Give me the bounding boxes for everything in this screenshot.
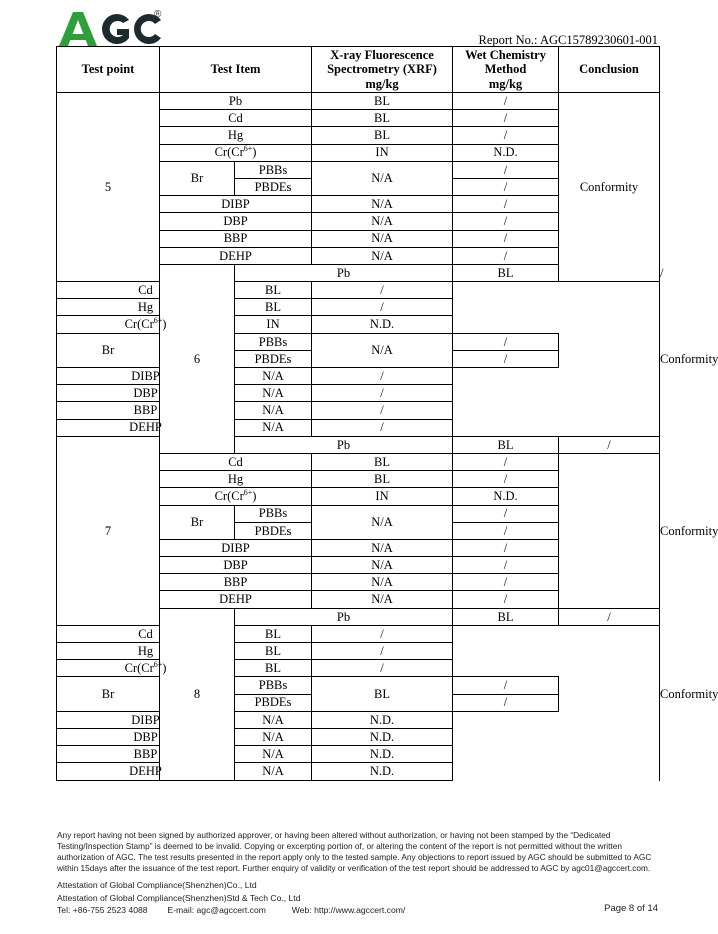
xrf-dibp: N/A [235,368,312,385]
item-pb: Pb [235,436,453,453]
header-xrf-unit: mg/kg [365,76,399,91]
wet-hg: / [312,643,453,660]
item-pbbs: PBBs [235,505,312,522]
item-br: Br [57,677,160,711]
xrf-dibp: N/A [312,539,453,556]
item-dibp: DIBP [57,711,235,728]
cr-sup: 6+ [243,144,253,154]
item-pbbs: PBBs [235,161,312,178]
wet-cr: N.D. [312,316,453,333]
item-dehp: DEHP [160,591,312,608]
wet-cd: / [453,110,559,127]
xrf-dbp: N/A [235,385,312,402]
wet-pbdes: / [453,694,559,711]
wet-dibp: N.D. [312,711,453,728]
wet-pbbs: / [453,505,559,522]
item-bbp: BBP [160,230,312,247]
disclaimer-text: Any report having not been signed by authorized approver, or having been altered without authorization, or having not been stamped by the “Dedicated Testing/Inspection Stamp” is deemed to be invalid. Copying or excerpting portion of, or altering the content of the report is not permitted without the written authorization of AGC. The test results presented in the report apply only to the tested sample. Any objections to report issued by AGC should be submitted to AGC within 15days after the issuance of the test report. Further enquiry of validity or verification of the test report should be addressed to AGC by agc01@agccert.com. [57,830,652,873]
table-row [57,282,660,299]
cr-label: Cr(Cr [214,489,244,504]
xrf-pb: BL [453,436,559,453]
header-xrf [312,47,453,93]
cr-label: Cr(Cr [124,317,154,332]
wet-cd: / [453,453,559,470]
xrf-pb: BL [312,93,453,110]
table-row [57,316,660,333]
table-row [57,746,660,763]
item-hg: Hg [160,127,312,144]
table-row [57,299,660,316]
item-cr [57,660,235,677]
item-dbp: DBP [57,728,235,745]
item-pbdes: PBDEs [235,522,312,539]
item-cd: Cd [160,110,312,127]
wet-dibp: / [453,196,559,213]
xrf-cd: BL [312,110,453,127]
item-cd: Cd [160,453,312,470]
table-row [57,333,660,350]
cr-label: Cr(Cr [124,661,154,676]
xrf-br: BL [312,677,453,711]
test-point-cell: 8 [160,608,235,780]
item-dibp: DIBP [160,196,312,213]
item-dehp: DEHP [160,247,312,264]
item-dibp: DIBP [57,368,235,385]
wet-dehp: / [453,591,559,608]
item-pbdes: PBDEs [235,178,312,195]
cr-sup: 6+ [153,316,163,326]
header-xrf-line1: X-ray Fluorescence [330,47,434,62]
item-pb: Pb [160,93,312,110]
xrf-hg: BL [312,127,453,144]
registered-mark: ® [154,9,162,20]
item-cd: Cd [57,282,235,299]
wet-bbp: / [453,574,559,591]
xrf-cr: BL [235,660,312,677]
cr-sup: 6+ [153,659,163,669]
footer-email: E-mail: agc@agccert.com [167,905,266,915]
wet-hg: / [453,471,559,488]
xrf-br: N/A [312,505,453,539]
agc-logo [57,8,167,48]
header-wet-line2: Method [484,62,527,77]
header-conclusion: Conclusion [559,47,660,93]
wet-dbp: N.D. [312,728,453,745]
xrf-dbp: N/A [235,728,312,745]
item-br: Br [160,161,235,195]
table-row [57,419,660,436]
footer-contact-row [57,904,660,917]
item-dbp: DBP [160,213,312,230]
item-dibp: DIBP [160,539,312,556]
wet-pb: / [559,608,660,625]
wet-dbp: / [312,385,453,402]
xrf-pb: BL [453,264,559,281]
wet-pbbs: / [453,161,559,178]
cr-close: ) [252,145,257,160]
item-pbbs: PBBs [235,333,312,350]
table-row [57,711,660,728]
conclusion-cell: Conformity [559,93,660,282]
table-header-row [57,47,660,93]
wet-dibp: / [312,368,453,385]
xrf-dehp: N/A [235,419,312,436]
footer [57,879,660,917]
wet-pb: / [559,436,660,453]
wet-bbp: / [453,230,559,247]
table-row: 8 Pb BL / Conformity [57,608,660,625]
wet-hg: / [453,127,559,144]
page-number: Page 8 of 14 [604,903,658,914]
item-pbbs: PBBs [235,677,312,694]
xrf-dibp: N/A [312,196,453,213]
footer-tel: Tel: +86-755 2523 4088 [57,905,148,915]
xrf-dehp: N/A [312,591,453,608]
item-hg: Hg [57,299,235,316]
wet-pbdes: / [453,522,559,539]
wet-dbp: / [453,557,559,574]
xrf-dehp: N/A [235,763,312,780]
item-hg: Hg [160,471,312,488]
xrf-dehp: N/A [312,247,453,264]
wet-dehp: N.D. [312,763,453,780]
item-pbdes: PBDEs [235,350,312,367]
footer-company-2: Attestation of Global Compliance(Shenzhen)Std & Tech Co., Ltd [57,892,301,903]
table-row [57,385,660,402]
wet-cr: / [312,660,453,677]
table-row: 6 Pb BL / Conformity [57,264,660,281]
wet-bbp: / [312,402,453,419]
header-wet-line1: Wet Chemistry [465,47,546,62]
xrf-br: N/A [312,333,453,367]
table-row [57,728,660,745]
xrf-bbp: N/A [312,574,453,591]
wet-hg: / [312,299,453,316]
item-bbp: BBP [57,746,235,763]
table-row [57,660,660,677]
xrf-cd: BL [235,625,312,642]
table-row [57,625,660,642]
xrf-dbp: N/A [312,557,453,574]
xrf-bbp: N/A [235,746,312,763]
header-test-point: Test point [57,47,160,93]
wet-dehp: / [312,419,453,436]
item-br: Br [160,505,235,539]
header-wet-unit: mg/kg [488,76,523,91]
wet-pbbs: / [453,677,559,694]
header-xrf-line2: Spectrometry (XRF) [327,62,437,77]
test-point-cell: 6 [160,264,235,453]
xrf-hg: BL [235,643,312,660]
footer-company-1: Attestation of Global Compliance(Shenzhen)Co., Ltd [57,880,257,890]
xrf-dbp: N/A [312,213,453,230]
item-bbp: BBP [57,402,235,419]
test-point-cell: 7 [57,436,160,625]
table-row: 7 Pb BL / Conformity [57,436,660,453]
item-cd: Cd [57,625,235,642]
wet-cd: / [312,625,453,642]
wet-cr: N.D. [453,488,559,505]
item-dbp: DBP [57,385,235,402]
results-table [56,46,718,781]
header-test-item: Test Item [160,47,312,93]
xrf-bbp: N/A [235,402,312,419]
xrf-pb: BL [453,608,559,625]
table-row [57,643,660,660]
item-hg: Hg [57,643,235,660]
wet-pbdes: / [453,350,559,367]
xrf-cd: BL [312,453,453,470]
wet-dibp: / [453,539,559,556]
xrf-cr: IN [235,316,312,333]
table-row [57,368,660,385]
xrf-hg: BL [312,471,453,488]
wet-dehp: / [453,247,559,264]
cr-sup: 6+ [243,488,253,498]
wet-pb: / [453,93,559,110]
cr-close: ) [252,489,257,504]
item-dehp: DEHP [57,763,235,780]
footer-web[interactable]: Web: http://www.agccert.com/ [291,905,406,915]
item-dehp: DEHP [57,419,235,436]
cr-close: ) [162,661,167,676]
table-row [57,402,660,419]
wet-bbp: N.D. [312,746,453,763]
item-pb: Pb [235,264,453,281]
xrf-hg: BL [235,299,312,316]
item-pb: Pb [235,608,453,625]
item-pbdes: PBDEs [235,694,312,711]
wet-cd: / [312,282,453,299]
item-bbp: BBP [160,574,312,591]
item-cr [160,144,312,161]
table-row [57,93,660,110]
table-row [57,763,660,780]
item-br: Br [57,333,160,367]
xrf-dibp: N/A [235,711,312,728]
xrf-br: N/A [312,161,453,195]
xrf-bbp: N/A [312,230,453,247]
test-point-cell: 5 [57,93,160,282]
item-cr [57,316,235,333]
wet-cr: N.D. [453,144,559,161]
xrf-cr: IN [312,488,453,505]
cr-close: ) [162,317,167,332]
wet-pbbs: / [453,333,559,350]
table-row [57,677,660,694]
cr-label: Cr(Cr [214,145,244,160]
xrf-cd: BL [235,282,312,299]
wet-pbdes: / [453,178,559,195]
wet-dbp: / [453,213,559,230]
item-dbp: DBP [160,557,312,574]
header-wet [453,47,559,93]
report-number: Report No.: AGC15789230601-001 [478,33,658,47]
xrf-cr: IN [312,144,453,161]
item-cr [160,488,312,505]
